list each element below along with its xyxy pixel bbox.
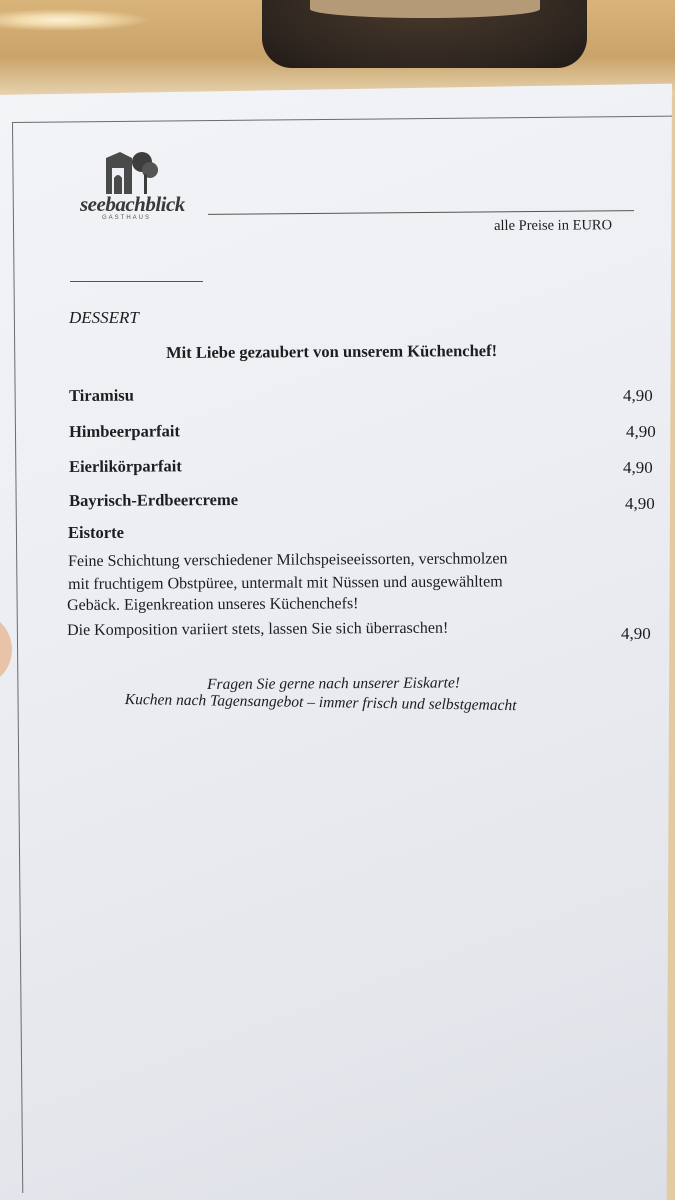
menu-item-price: 4,90 (626, 422, 656, 441)
special-item-name: Eistorte (68, 523, 124, 542)
logo-subtitle: GASTHAUS (102, 215, 152, 221)
special-description-line: mit fruchtigem Obstpüree, untermalt mit Nüssen und ausgewähltem (68, 573, 503, 593)
menu-border (12, 116, 675, 1193)
section-subtitle: Mit Liebe gezaubert von unserem Küchenchef! (166, 340, 498, 362)
menu-item-name: Eierlikörparfait (69, 456, 182, 476)
special-description-line: Gebäck. Eigenkreation unseres Küchenchefs! (67, 595, 359, 614)
section-title: DESSERT (69, 308, 139, 327)
menu-item-name: Bayrisch-Erdbeercreme (69, 489, 239, 510)
menu-item-price: 4,90 (625, 494, 655, 513)
menu-item-name: Himbeerparfait (69, 421, 181, 441)
menu-item-price: 4,90 (623, 386, 653, 405)
house-tree-logo-icon (102, 148, 162, 196)
section-rule (70, 281, 203, 282)
gasthaus-logo (72, 148, 185, 228)
log-top-surface (310, 0, 540, 18)
menu-item-price: 4,90 (623, 458, 653, 477)
special-description-line: Die Komposition variiert stets, lassen Sie sich überraschen! (67, 619, 449, 639)
logo-wordmark: seebachblick (80, 192, 185, 216)
footer-note-cakes: Kuchen nach Tagensangebot – immer frisch und selbstgemacht (124, 691, 517, 715)
menu-item-name: Tiramisu (69, 385, 134, 405)
special-description-line: Feine Schichtung verschiedener Milchspeiseeissorten, verschmolzen (68, 550, 508, 570)
footer-note-ice-menu: Fragen Sie gerne nach unserer Eiskarte! (207, 674, 461, 693)
special-item-price: 4,90 (621, 624, 651, 643)
currency-note: alle Preise in EURO (494, 217, 613, 234)
